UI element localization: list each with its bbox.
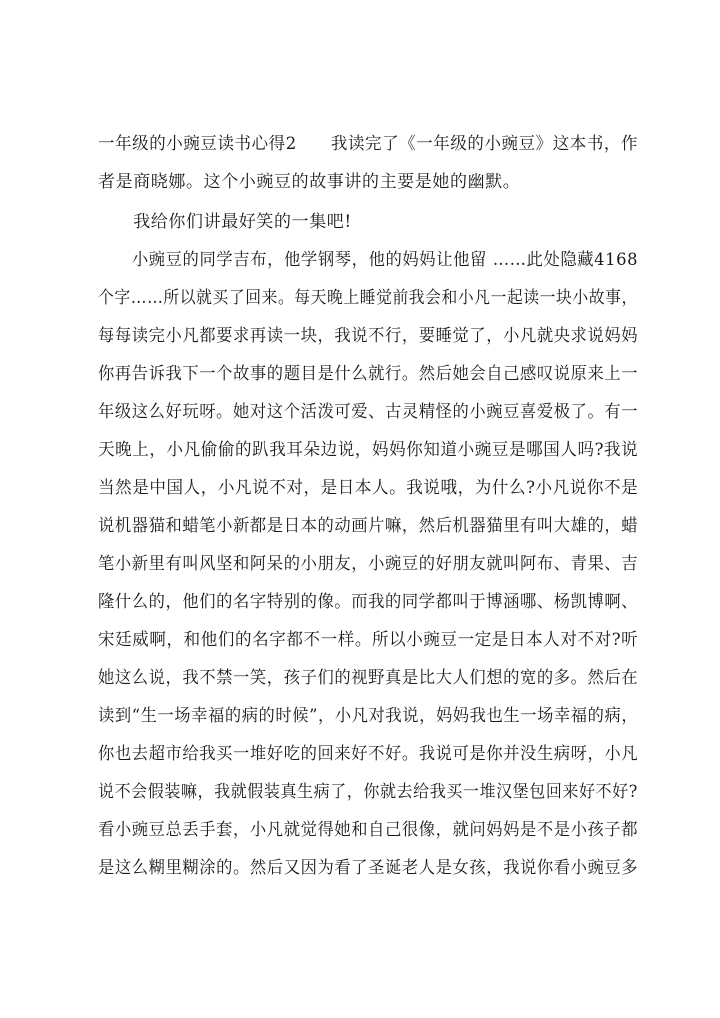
text-line: 天晚上，小凡偷偷的趴我耳朵边说，妈妈你知道小豌豆是哪国人吗?我说 — [98, 440, 639, 460]
text-line: 每每读完小凡都要求再读一块，我说不行，要睡觉了，小凡就央求说妈妈 — [98, 326, 639, 346]
text-line: 小豌豆的同学吉布，他学钢琴，他的妈妈让他留 ……此处隐藏4168 — [98, 250, 639, 270]
text-line: 隆什么的，他们的名字特别的像。而我的同学都叫于博涵哪、杨凯博啊、 — [98, 592, 639, 612]
text-line: 宋廷威啊，和他们的名字都不一样。所以小豌豆一定是日本人对不对?听 — [98, 630, 639, 650]
text-line: 说不会假装嘛，我就假装真生病了，你就去给我买一堆汉堡包回来好不好? — [98, 782, 638, 802]
text-line: 看小豌豆总丢手套，小凡就觉得她和自己很像，就问妈妈是不是小孩子都 — [98, 820, 639, 840]
text-line: 者是商晓娜。这个小豌豆的故事讲的主要是她的幽默。 — [98, 172, 521, 192]
text-line: 当然是中国人，小凡说不对，是日本人。我说哦，为什么?小凡说你不是 — [98, 478, 639, 498]
text-line: 个字……所以就买了回来。每天晚上睡觉前我会和小凡一起读一块小故事， — [98, 288, 638, 308]
text-line: 你再告诉我下一个故事的题目是什么就行。然后她会自己感叹说原来上一 — [98, 364, 639, 384]
text-line: 她这么说，我不禁一笑，孩子们的视野真是比大人们想的宽的多。然后在 — [98, 668, 639, 688]
text-line: 年级这么好玩呀。她对这个活泼可爱、古灵精怪的小豌豆喜爱极了。有一 — [98, 402, 639, 422]
text-line: 说机器猫和蜡笔小新都是日本的动画片嘛，然后机器猫里有叫大雄的，蜡 — [98, 516, 639, 536]
text-line: 笔小新里有叫风坚和阿呆的小朋友，小豌豆的好朋友就叫阿布、青果、吉 — [98, 554, 639, 574]
text-line: 我给你们讲最好笑的一集吧! — [98, 212, 352, 232]
text-line: 你也去超市给我买一堆好吃的回来好不好。我说可是你并没生病呀，小凡 — [98, 744, 639, 764]
text-line: 一年级的小豌豆读书心得2 我读完了《一年级的小豌豆》这本书，作 — [98, 134, 639, 154]
text-line: 是这么糊里糊涂的。然后又因为看了圣诞老人是女孩，我说你看小豌豆多 — [98, 858, 639, 878]
text-line: 读到“生一场幸福的病的时候”，小凡对我说，妈妈我也生一场幸福的病， — [98, 706, 639, 726]
